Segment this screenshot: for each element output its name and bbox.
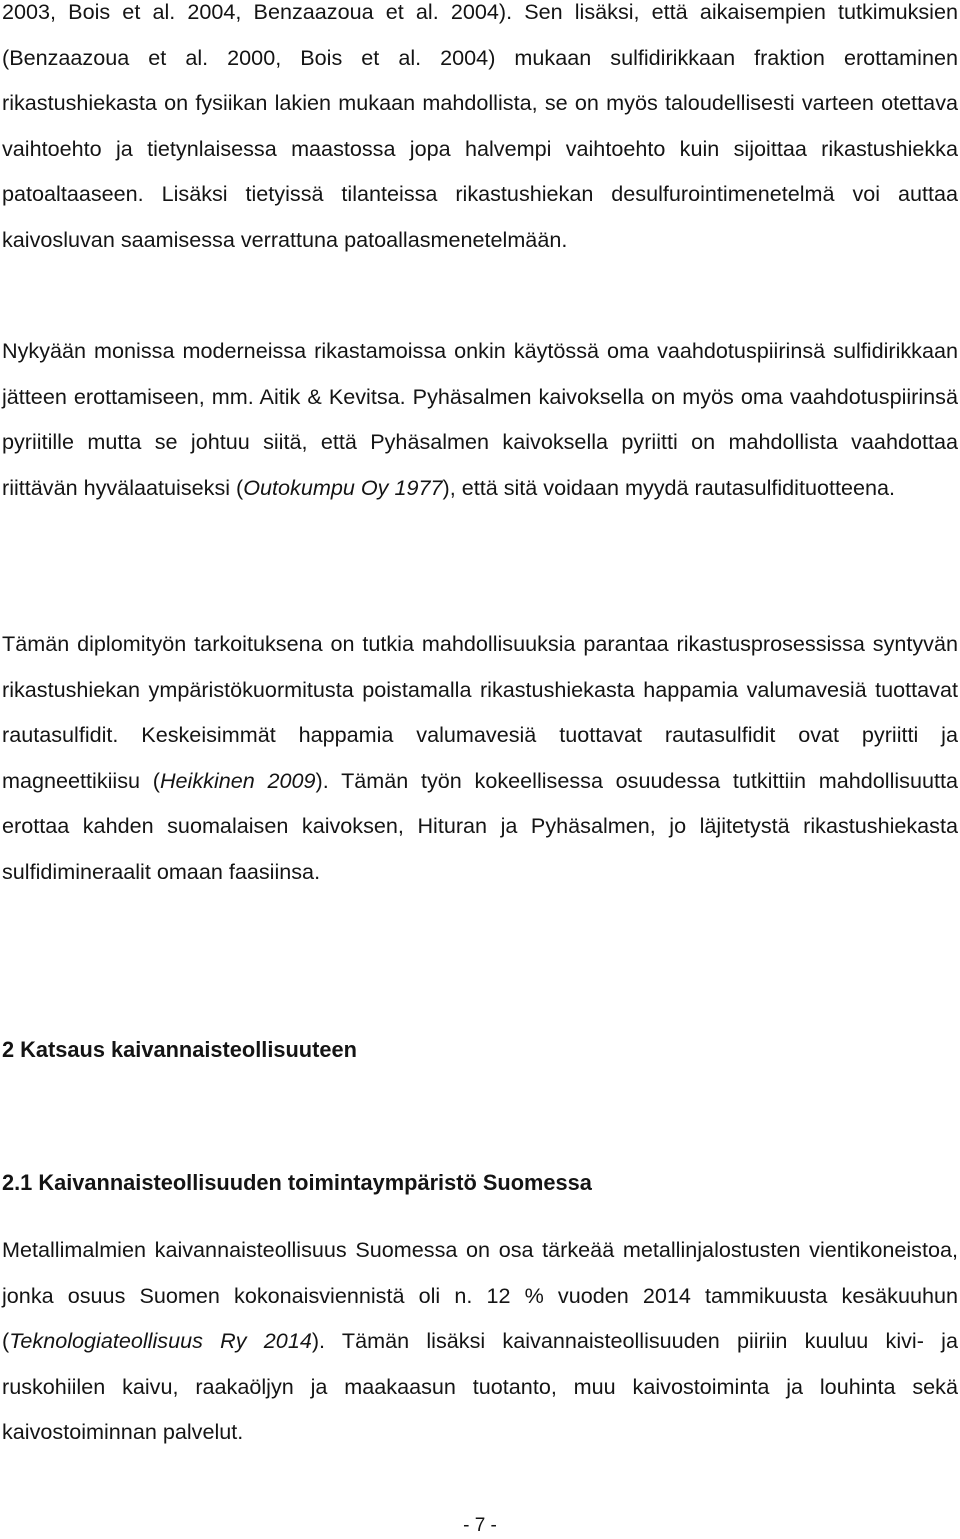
paragraph-metal-mining-industry: [2, 1227, 958, 1455]
paragraph-text: ). Tämän lisäksi kaivannaisteollisuuden piiriin kuuluu kivi- ja ruskohiilen kaivu, raakaöljyn ja maakaasun tuotanto, muu kaivostoiminta ja louhinta sekä kaivostoiminnan palvelut.: [2, 1328, 958, 1445]
citation-heikkinen: Heikkinen 2009: [159, 767, 316, 793]
paragraph-thesis-objective: [2, 621, 958, 895]
paragraph-text: Tämän diplomityön tarkoituksena on tutkia mahdollisuuksia parantaa rikastusprosessissa syntyvän rikastushiekan ympäristökuormitusta poistamalla rikastushiekasta happamia valumavesiä tuottavat rautasulfidit. Keskeisimmät happamia valumavesiä tuottavat rautasulfidit ovat pyriitti ja magneettikiisu (: [2, 631, 958, 793]
paragraph-text: Nykyään monissa moderneissa rikastamoissa onkin käytössä oma vaahdotuspiirinsä sulfidirikkaan jätteen erottamiseen, mm. Aitik & Kevitsa. Pyhäsalmen kaivoksella on myös oma vaahdotuspiirinsä pyriitille mutta se johtuu siitä, että Pyhäsalmen kaivoksella pyriitti on mahdollista vaahdottaa riittävän hyvälaatuiseksi (: [2, 338, 958, 500]
paragraph-text: Metallimalmien kaivannaisteollisuus Suomessa on osa tärkeää metallinjalostusten vientikoneistoa, jonka osuus Suomen kokonaisviennistä oli n. 12 % vuoden 2014 tammikuusta kesäkuuhun (: [2, 1237, 958, 1354]
paragraph-text: ), että sitä voidaan myydä rautasulfidituotteena.: [442, 474, 896, 500]
section-heading: 2.1 Kaivannaisteollisuuden toimintaympäristö Suomessa: [2, 1170, 592, 1195]
citation-teknologiateollisuus: Teknologiateollisuus Ry 2014: [9, 1328, 312, 1354]
paragraph-text: ). Tämän työn kokeellisessa osuudessa tutkittiin mahdollisuutta erottaa kahden suomalaisen kaivoksen, Hituran ja Pyhäsalmen, jo läjitetystä rikastushiekasta sulfidimineraalit omaan faasiinsa.: [2, 767, 959, 884]
citation-outokumpu: Outokumpu Oy 1977: [243, 474, 443, 500]
chapter-heading: 2 Katsaus kaivannaisteollisuuteen: [2, 1037, 357, 1062]
paragraph-modern-flotation-circuits: [2, 328, 958, 510]
paragraph-desulfurization-benefits: 2003, Bois et al. 2004, Benzaazoua et al. 2004). Sen lisäksi, että aikaisempien tutkimuksien (Benzaazoua et al. 2000, Bois et al. 2004) mukaan sulfidirikkaan fraktion erottaminen rikastushiekasta on fysiikan lakien mukaan mahdollista, se on myös taloudellisesti varteen otettava vaihtoehto ja tietynlaisessa maastossa jopa halvempi vaihtoehto kuin sijoittaa rikastushiekka patoaltaaseen. Lisäksi tietyissä tilanteissa rikastushiekan desulfurointimenetelmä voi auttaa kaivosluvan saamisessa verrattuna patoallasmenetelmään.: [2, 0, 958, 252]
page-number: - 7 -: [463, 1515, 497, 1536]
